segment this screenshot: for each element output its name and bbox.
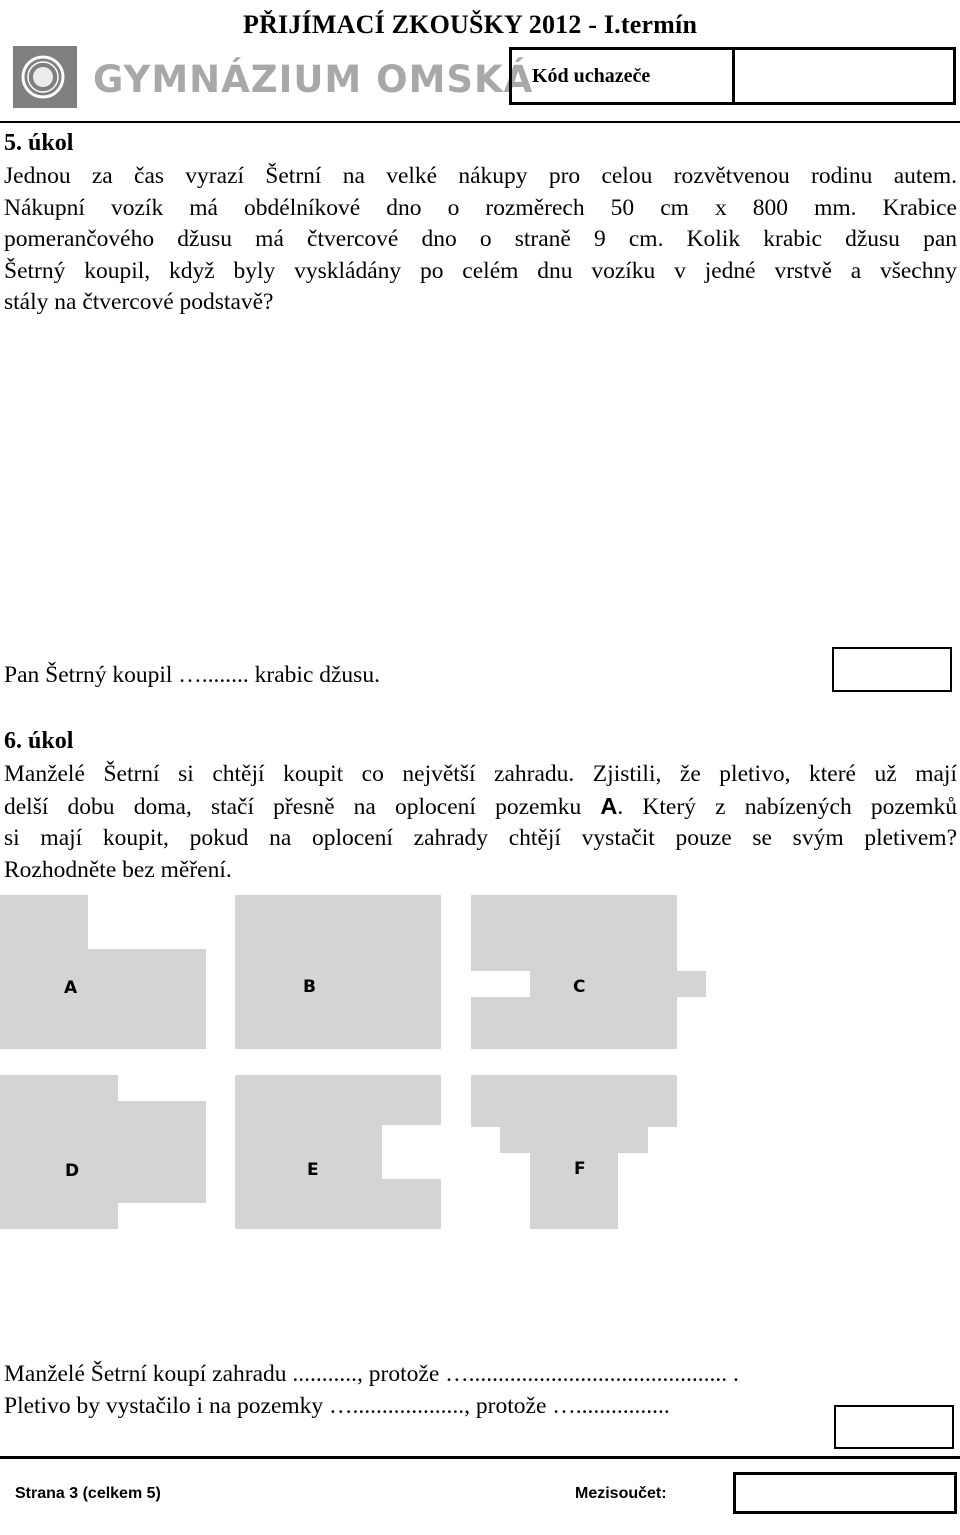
task5-line: stály na čtvercové podstavě? [4,289,274,315]
plot-d-label: D [65,1161,80,1181]
subtotal-label: Mezisoučet: [575,1485,667,1502]
task6-line-part: . Který z nabízených pozemků [617,793,957,820]
header-divider [0,121,960,123]
plot-d-shape[interactable] [0,1075,206,1229]
task5-text [4,161,957,319]
plot-a-label: A [64,978,78,998]
task6-line: Rozhodněte bez měření. [4,856,232,883]
task5-line: Nákupní vozík má obdélníkové dno o rozměrech 50 cm x 800 mm. Krabice [4,194,957,221]
exam-title: PŘIJÍMACÍ ZKOUŠKY 2012 - I.termín [243,10,698,39]
task6-line: Manželé Šetrní si chtějí koupit co největší zahradu. Zjistili, že pletivo, které už mají [4,761,957,787]
page-number: Strana 3 (celkem 5) [15,1485,161,1502]
plot-f-label: F [574,1159,586,1179]
plots-figure [0,893,720,1233]
subtotal-box[interactable] [733,1472,957,1514]
task5-score-box[interactable] [832,647,952,692]
task5-line: pomerančového džusu má čtvercové dno o straně 9 cm. Kolik krabic džusu pan [4,226,957,252]
plot-e-label: E [307,1160,319,1180]
task6-text [4,759,957,886]
task5-answer-line[interactable]: Pan Šetrný koupil …........ krabic džusu. [4,662,380,688]
task5-line: Jednou za čas vyrazí Šetrní na velké nákupy pro celou rozvětvenou rodinu autem. [4,163,957,189]
task6-answer-line-1[interactable]: Manželé Šetrní koupí zahradu ..........., protože …............................................ . [4,1361,739,1387]
school-name: GYMNÁZIUM OMSKÁ [93,58,534,101]
plot-e-shape[interactable] [235,1075,441,1229]
task5-line: Šetrný koupil, když byly vyskládány po celém dnu vozíku v jedné vrstvě a všechny [4,257,957,284]
applicant-code-label: Kód uchazeče [511,49,735,103]
task6-heading: 6. úkol [4,728,74,754]
task6-line-part: delší dobu doma, stačí přesně na oplocení pozemku [4,793,601,820]
school-logo [13,46,77,108]
logo-circle-icon [13,46,77,108]
plot-a-shape[interactable] [0,895,206,1049]
task6-answer-line-2[interactable]: Pletivo by vystačilo i na pozemky …..................., protože …................ [4,1393,670,1419]
plot-b-label: B [303,977,316,997]
plot-reference: A [600,792,618,819]
task6-score-box[interactable] [834,1405,954,1449]
task6-line: si mají koupit, pokud na oplocení zahrady chtějí vystačit pouze se svým pletivem? [4,825,957,851]
task5-heading: 5. úkol [4,130,74,156]
footer-divider [0,1456,960,1459]
plot-b-shape[interactable] [235,895,441,1049]
plot-c-shape[interactable] [471,895,706,1049]
plot-c-label: C [573,977,586,997]
applicant-code-field[interactable] [738,50,954,102]
task6-line [4,791,957,824]
plot-f-shape[interactable] [471,1075,677,1229]
